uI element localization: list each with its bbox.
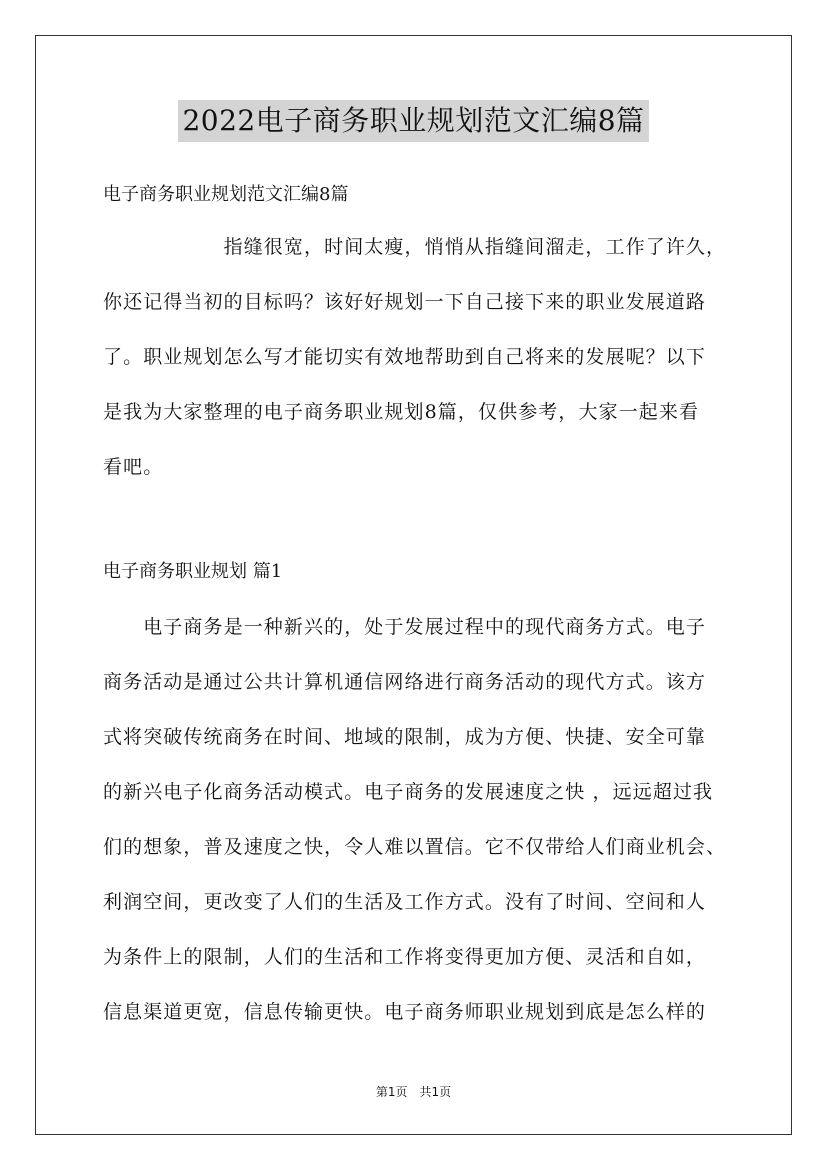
section-heading: 电子商务职业规划 篇1 bbox=[103, 561, 283, 582]
intro-paragraph bbox=[103, 220, 743, 495]
body-line: 电子商务是一种新兴的，处于发展过程中的现代商务方式。电子 bbox=[103, 616, 707, 638]
page-number-footer: 第1页 共1页 bbox=[375, 1085, 452, 1099]
body-line: 们的想象，普及速度之快，令人难以置信。它不仅带给人们商业机会、 bbox=[103, 836, 727, 858]
body-line: 利润空间，更改变了人们的生活及工作方式。没有了时间、空间和人 bbox=[103, 891, 707, 913]
body-line: 商务活动是通过公共计算机通信网络进行商务活动的现代方式。该方 bbox=[103, 671, 707, 693]
intro-line: 看吧。 bbox=[103, 456, 164, 478]
body-line: 信息渠道更宽，信息传输更快。电子商务师职业规划到底是怎么样的 bbox=[103, 1001, 707, 1023]
intro-line: 指缝很宽，时间太瘦，悄悄从指缝间溜走，工作了许久， bbox=[103, 236, 727, 258]
intro-line: 了。职业规划怎么写才能切实有效地帮助到自己将来的发展呢？以下 bbox=[103, 346, 707, 368]
body-line: 的新兴电子化商务活动模式。电子商务的发展速度之快 ，远远超过我 bbox=[103, 781, 714, 803]
body-line: 式将突破传统商务在时间、地域的限制，成为方便、快捷、安全可靠 bbox=[103, 726, 707, 748]
section-body-paragraph bbox=[103, 600, 743, 1040]
intro-line: 是我为大家整理的电子商务职业规划8篇，仅供参考，大家一起来看 bbox=[103, 401, 700, 423]
document-subtitle: 电子商务职业规划范文汇编8篇 bbox=[103, 184, 349, 205]
title-container bbox=[0, 100, 827, 142]
body-line: 为条件上的限制，人们的生活和工作将变得更加方便、灵活和自如， bbox=[103, 946, 707, 968]
intro-line: 你还记得当初的目标吗？该好好规划一下自己接下来的职业发展道路 bbox=[103, 291, 707, 313]
document-title: 2022电子商务职业规划范文汇编8篇 bbox=[178, 100, 648, 142]
